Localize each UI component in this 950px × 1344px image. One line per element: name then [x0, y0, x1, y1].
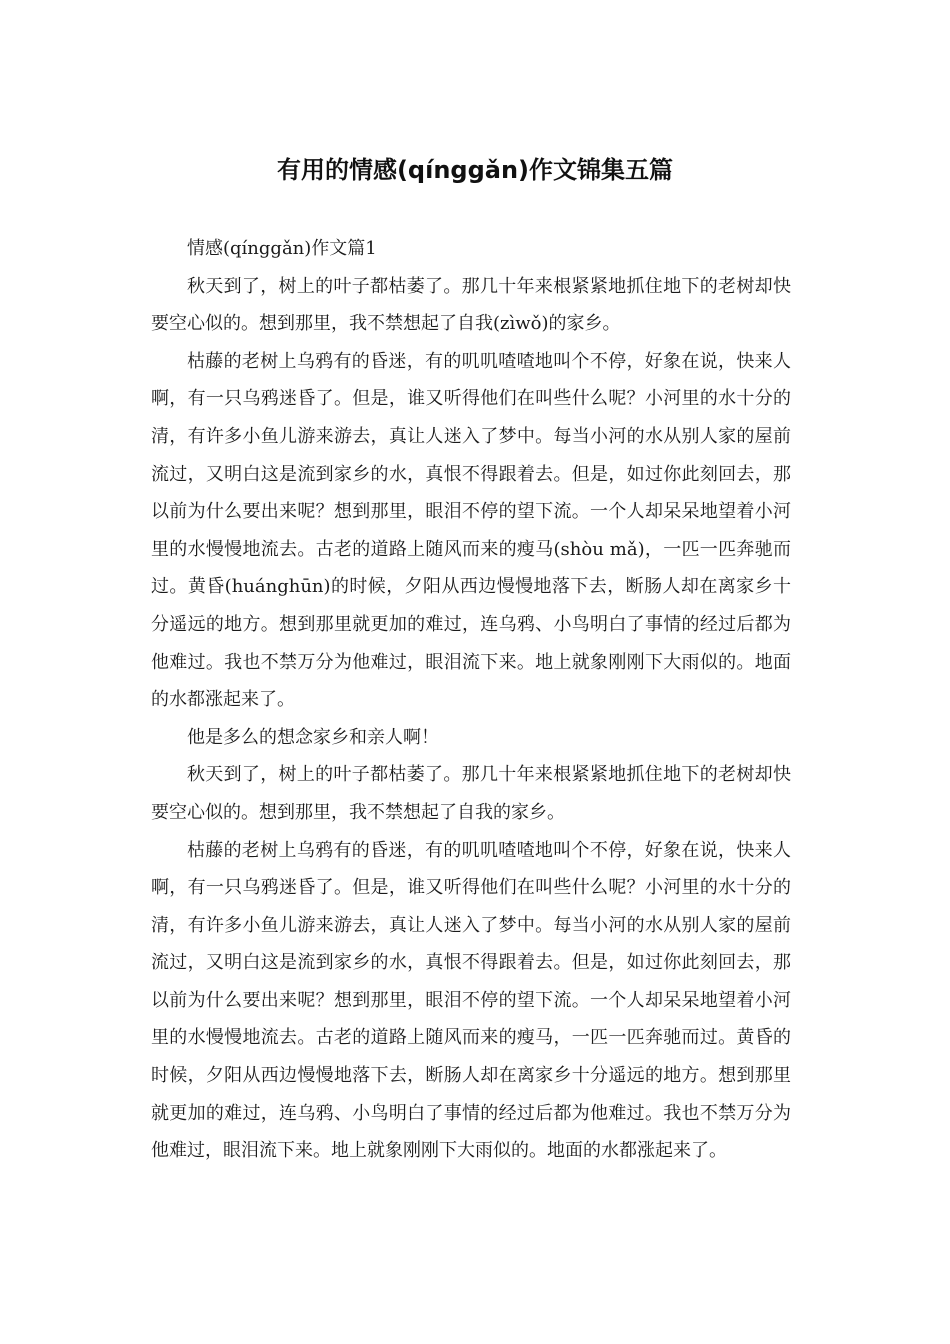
paragraph-1: 秋天到了，树上的叶子都枯萎了。那几十年来根紧紧地抓住地下的老树却快要空心似的。想到那里，我不禁想起了自我(zìwǒ)的家乡。	[151, 275, 791, 335]
document-title: 有用的情感(qínggǎn)作文锦集五篇	[276, 156, 674, 184]
section-heading: 情感(qínggǎn)作文篇1	[187, 238, 377, 259]
paragraph-5: 枯藤的老树上乌鸦有的昏迷，有的叽叽喳喳地叫个不停，好象在说，快来人啊，有一只乌鸦迷昏了。但是，谁又听得他们在叫些什么呢？小河里的水十分的清，有许多小鱼儿游来游去，真让人迷入了梦中。每当小河的水从别人家的屋前流过，又明白这是流到家乡的水，真恨不得跟着去。但是，如过你此刻回去，那以前为什么要出来呢？想到那里，眼泪不停的望下流。一个人却呆呆地望着小河里的水慢慢地流去。古老的道路上随风而来的瘦马，一匹一匹奔驰而过。黄昏的时候，夕阳从西边慢慢地落下去，断肠人却在离家乡十分遥远的地方。想到那里就更加的难过，连乌鸦、小鸟明白了事情的经过后都为他难过。我也不禁万分为他难过，眼泪流下来。地上就象刚刚下大雨似的。地面的水都涨起来了。	[151, 839, 791, 1162]
paragraph-4: 秋天到了，树上的叶子都枯萎了。那几十年来根紧紧地抓住地下的老树却快要空心似的。想到那里，我不禁想起了自我的家乡。	[151, 764, 791, 823]
paragraph-2: 枯藤的老树上乌鸦有的昏迷，有的叽叽喳喳地叫个不停，好象在说，快来人啊，有一只乌鸦迷昏了。但是，谁又听得他们在叫些什么呢？小河里的水十分的清，有许多小鱼儿游来游去，真让人迷入了梦中。每当小河的水从别人家的屋前流过，又明白这是流到家乡的水，真恨不得跟着去。但是，如过你此刻回去，那以前为什么要出来呢？想到那里，眼泪不停的望下流。一个人却呆呆地望着小河里的水慢慢地流去。古老的道路上随风而来的瘦马(shòu mǎ)，一匹一匹奔驰而过。黄昏(huánghūn)的时候，夕阳从西边慢慢地落下去，断肠人却在离家乡十分遥远的地方。想到那里就更加的难过，连乌鸦、小鸟明白了事情的经过后都为他难过。我也不禁万分为他难过，眼泪流下来。地上就象刚刚下大雨似的。地面的水都涨起来了。	[151, 350, 791, 711]
document-body	[151, 230, 791, 1170]
paragraph-3: 他是多么的想念家乡和亲人啊！	[187, 726, 439, 748]
